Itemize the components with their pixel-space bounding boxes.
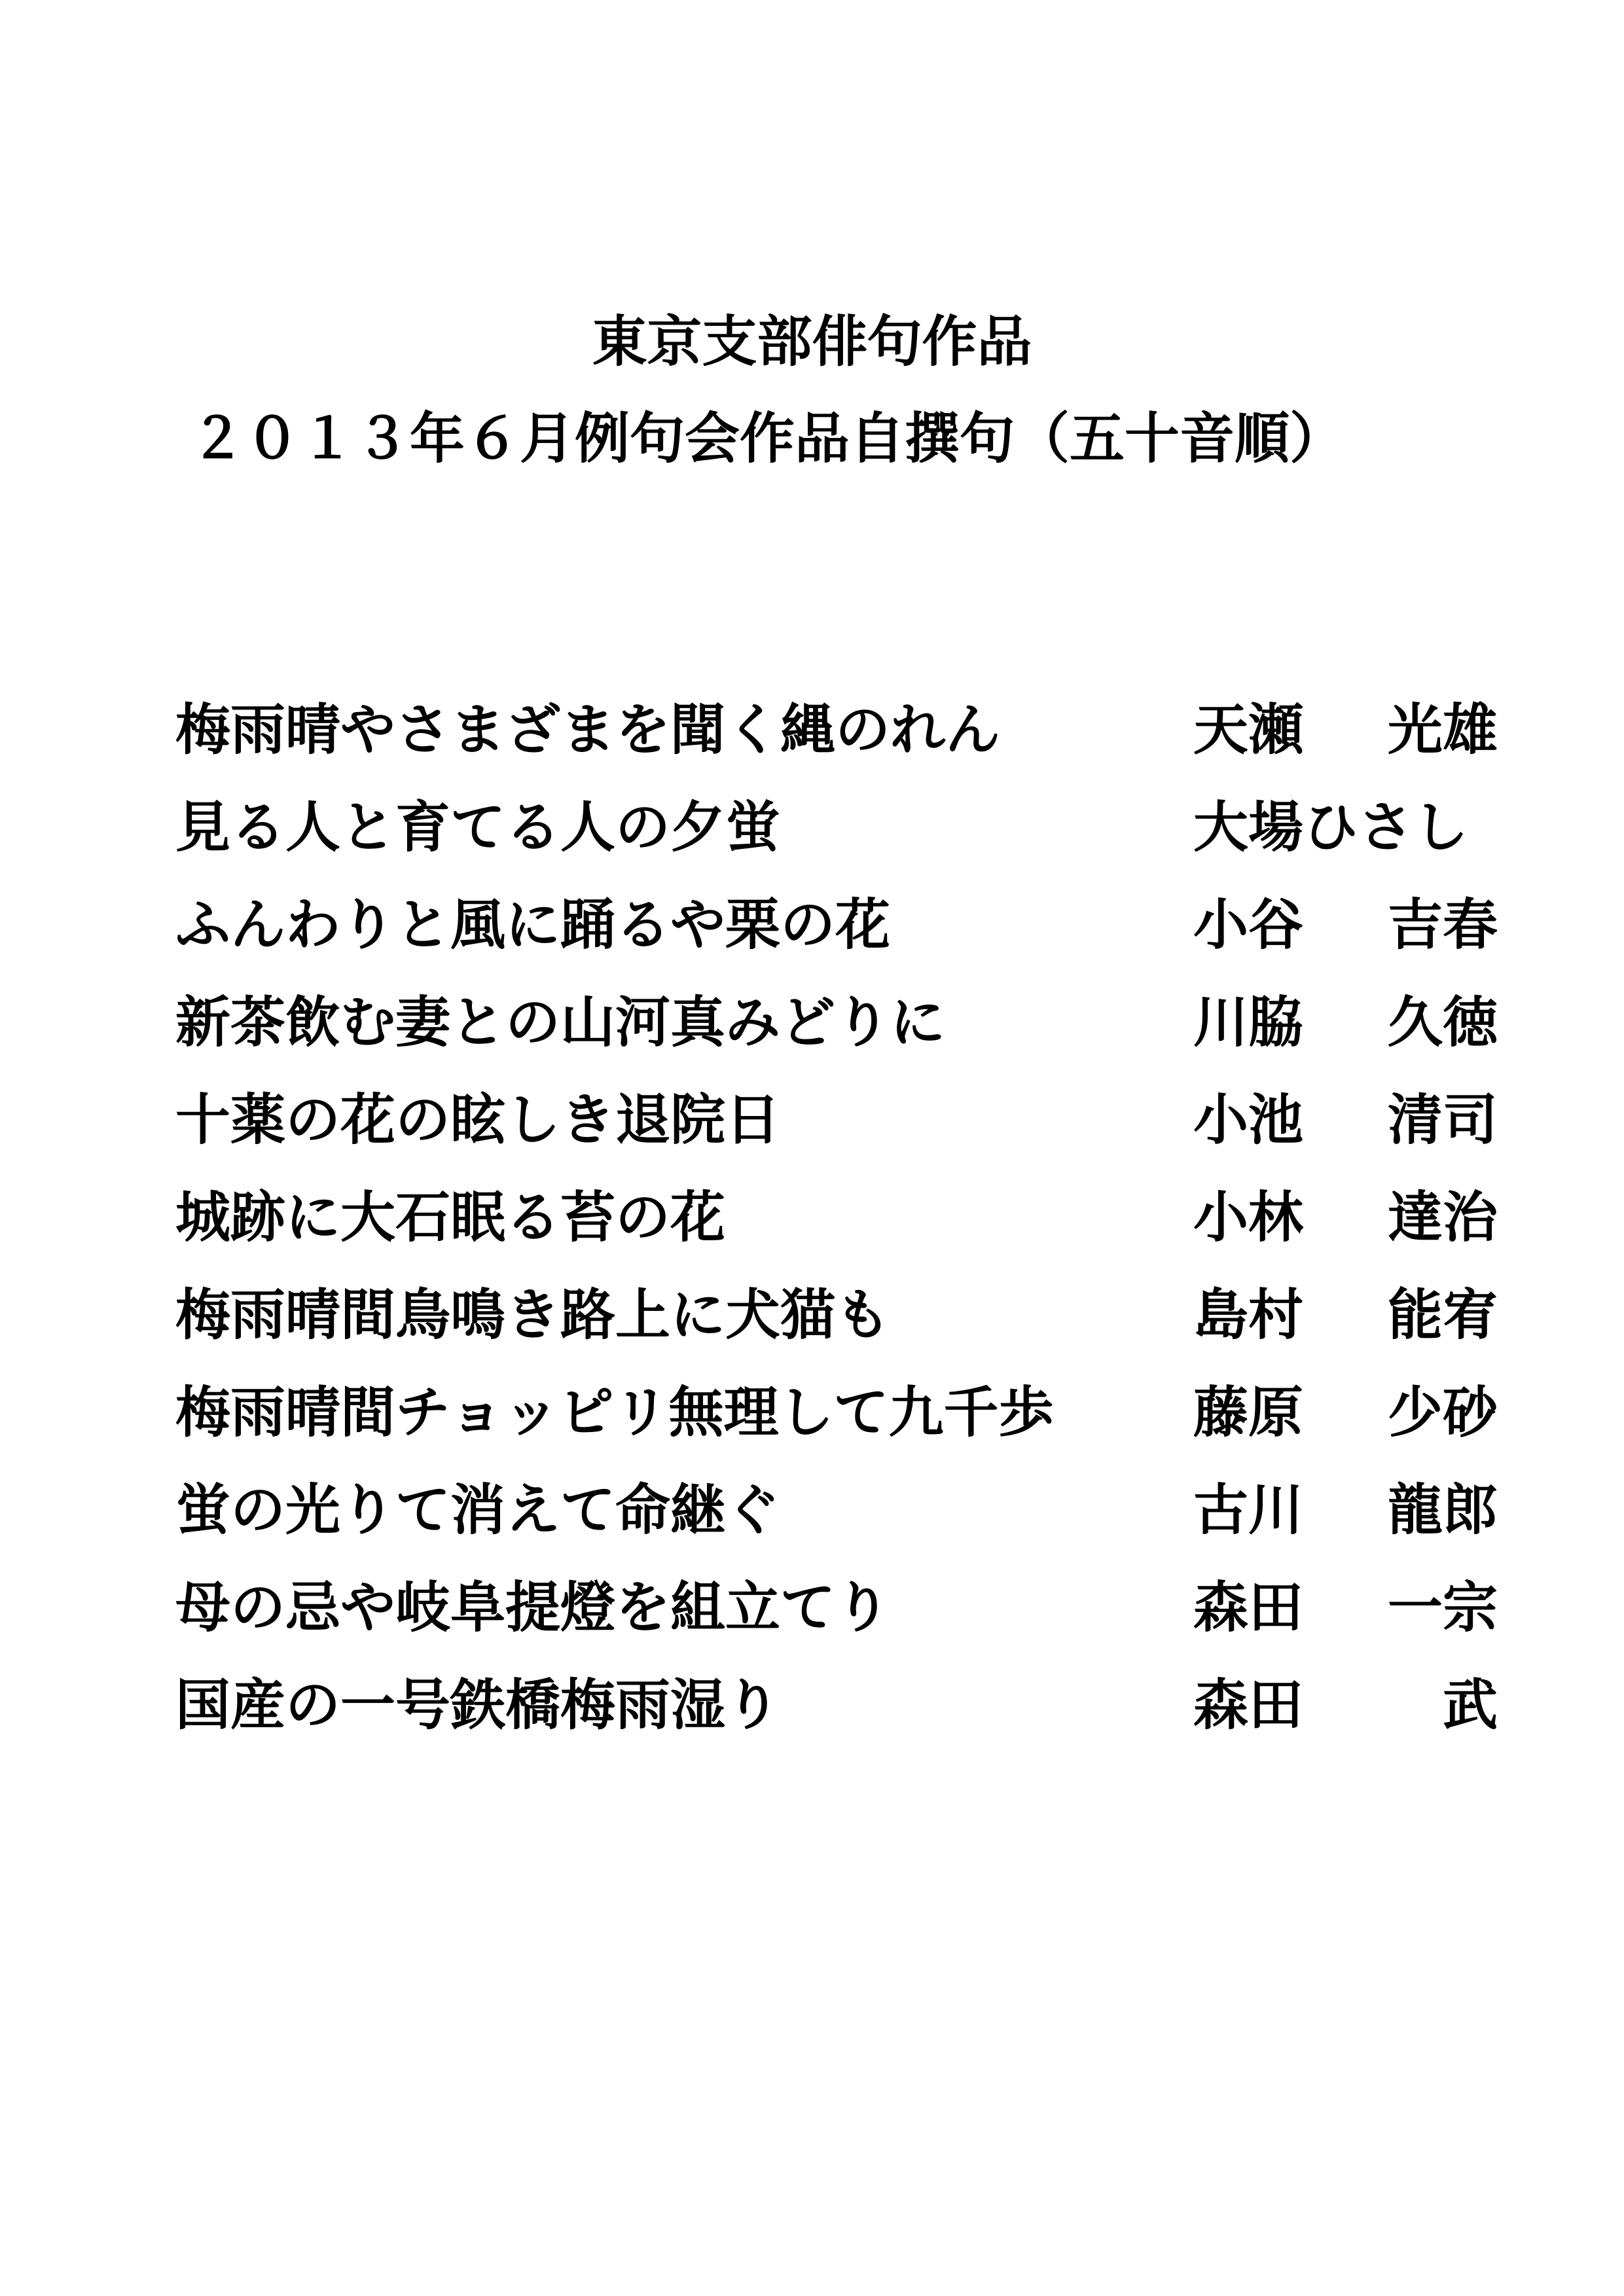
haiku-author — [1193, 1558, 1498, 1656]
haiku-row — [175, 876, 1498, 973]
author-given-name: 武 — [1442, 1672, 1498, 1737]
haiku-author — [1193, 1363, 1498, 1461]
haiku-text: 新茶飲む妻との山河真みどりに — [175, 990, 946, 1054]
author-given-name: 能宥 — [1387, 1282, 1498, 1347]
haiku-row — [175, 973, 1498, 1071]
haiku-text: 母の忌や岐阜提燈を組立てり — [175, 1575, 891, 1640]
author-surname: 森田 — [1193, 1575, 1304, 1640]
page-title: 東京支部俳句作品 — [592, 309, 1032, 374]
haiku-row — [175, 1461, 1498, 1558]
haiku-text: 十薬の花の眩しき退院日 — [175, 1087, 781, 1152]
author-surname: 古川 — [1193, 1477, 1304, 1542]
haiku-author — [1193, 1266, 1498, 1363]
author-surname: 大場ひさし — [1193, 795, 1469, 859]
author-given-name: 光雄 — [1387, 697, 1498, 762]
haiku-row — [175, 1656, 1498, 1753]
author-given-name: 龍郎 — [1387, 1477, 1498, 1542]
haiku-text: 梅雨晴間チョッピリ無理して九千歩 — [175, 1380, 1054, 1444]
haiku-author — [1193, 1071, 1498, 1168]
haiku-author — [1193, 1168, 1498, 1266]
author-surname: 小谷 — [1193, 892, 1304, 957]
author-surname: 藤原 — [1193, 1380, 1304, 1444]
haiku-row — [175, 1071, 1498, 1168]
author-surname: 川脇 — [1193, 990, 1304, 1054]
author-given-name: 一宗 — [1387, 1575, 1498, 1640]
author-surname: 小池 — [1193, 1087, 1304, 1152]
haiku-text: 見る人と育てる人の夕蛍 — [175, 795, 781, 859]
haiku-list — [175, 681, 1498, 1753]
author-given-name: 少砂 — [1387, 1380, 1498, 1444]
haiku-row — [175, 681, 1498, 778]
haiku-text: 国産の一号鉄橋梅雨湿り — [175, 1672, 781, 1737]
haiku-row — [175, 778, 1498, 876]
haiku-row — [175, 1168, 1498, 1266]
haiku-row — [175, 1363, 1498, 1461]
author-given-name: 吉春 — [1387, 892, 1498, 957]
haiku-author — [1193, 876, 1498, 973]
author-surname: 森田 — [1193, 1672, 1304, 1737]
author-given-name: 清司 — [1387, 1087, 1498, 1152]
author-surname: 天瀬 — [1193, 697, 1304, 762]
haiku-text: 城跡に大石眠る苔の花 — [175, 1185, 726, 1249]
haiku-text: ふんわりと風に踊るや栗の花 — [175, 892, 891, 957]
haiku-row — [175, 1266, 1498, 1363]
haiku-author — [1193, 973, 1498, 1071]
author-surname: 島村 — [1193, 1282, 1304, 1347]
haiku-text: 梅雨晴やさまざまを聞く縄のれん — [175, 697, 1001, 762]
haiku-author — [1193, 1656, 1498, 1753]
page-subtitle: ２０１３年６月例句会作品自撰句（五十音順） — [190, 406, 1345, 471]
author-surname: 小林 — [1193, 1185, 1304, 1249]
haiku-text: 蛍の光りて消えて命継ぐ — [175, 1477, 781, 1542]
haiku-row — [175, 1558, 1498, 1656]
haiku-author — [1193, 681, 1498, 778]
haiku-text: 梅雨晴間鳥鳴き路上に犬猫も — [175, 1282, 891, 1347]
haiku-author — [1193, 1461, 1498, 1558]
author-given-name: 達治 — [1387, 1185, 1498, 1249]
haiku-author — [1193, 778, 1498, 876]
author-given-name: 久徳 — [1387, 990, 1498, 1054]
